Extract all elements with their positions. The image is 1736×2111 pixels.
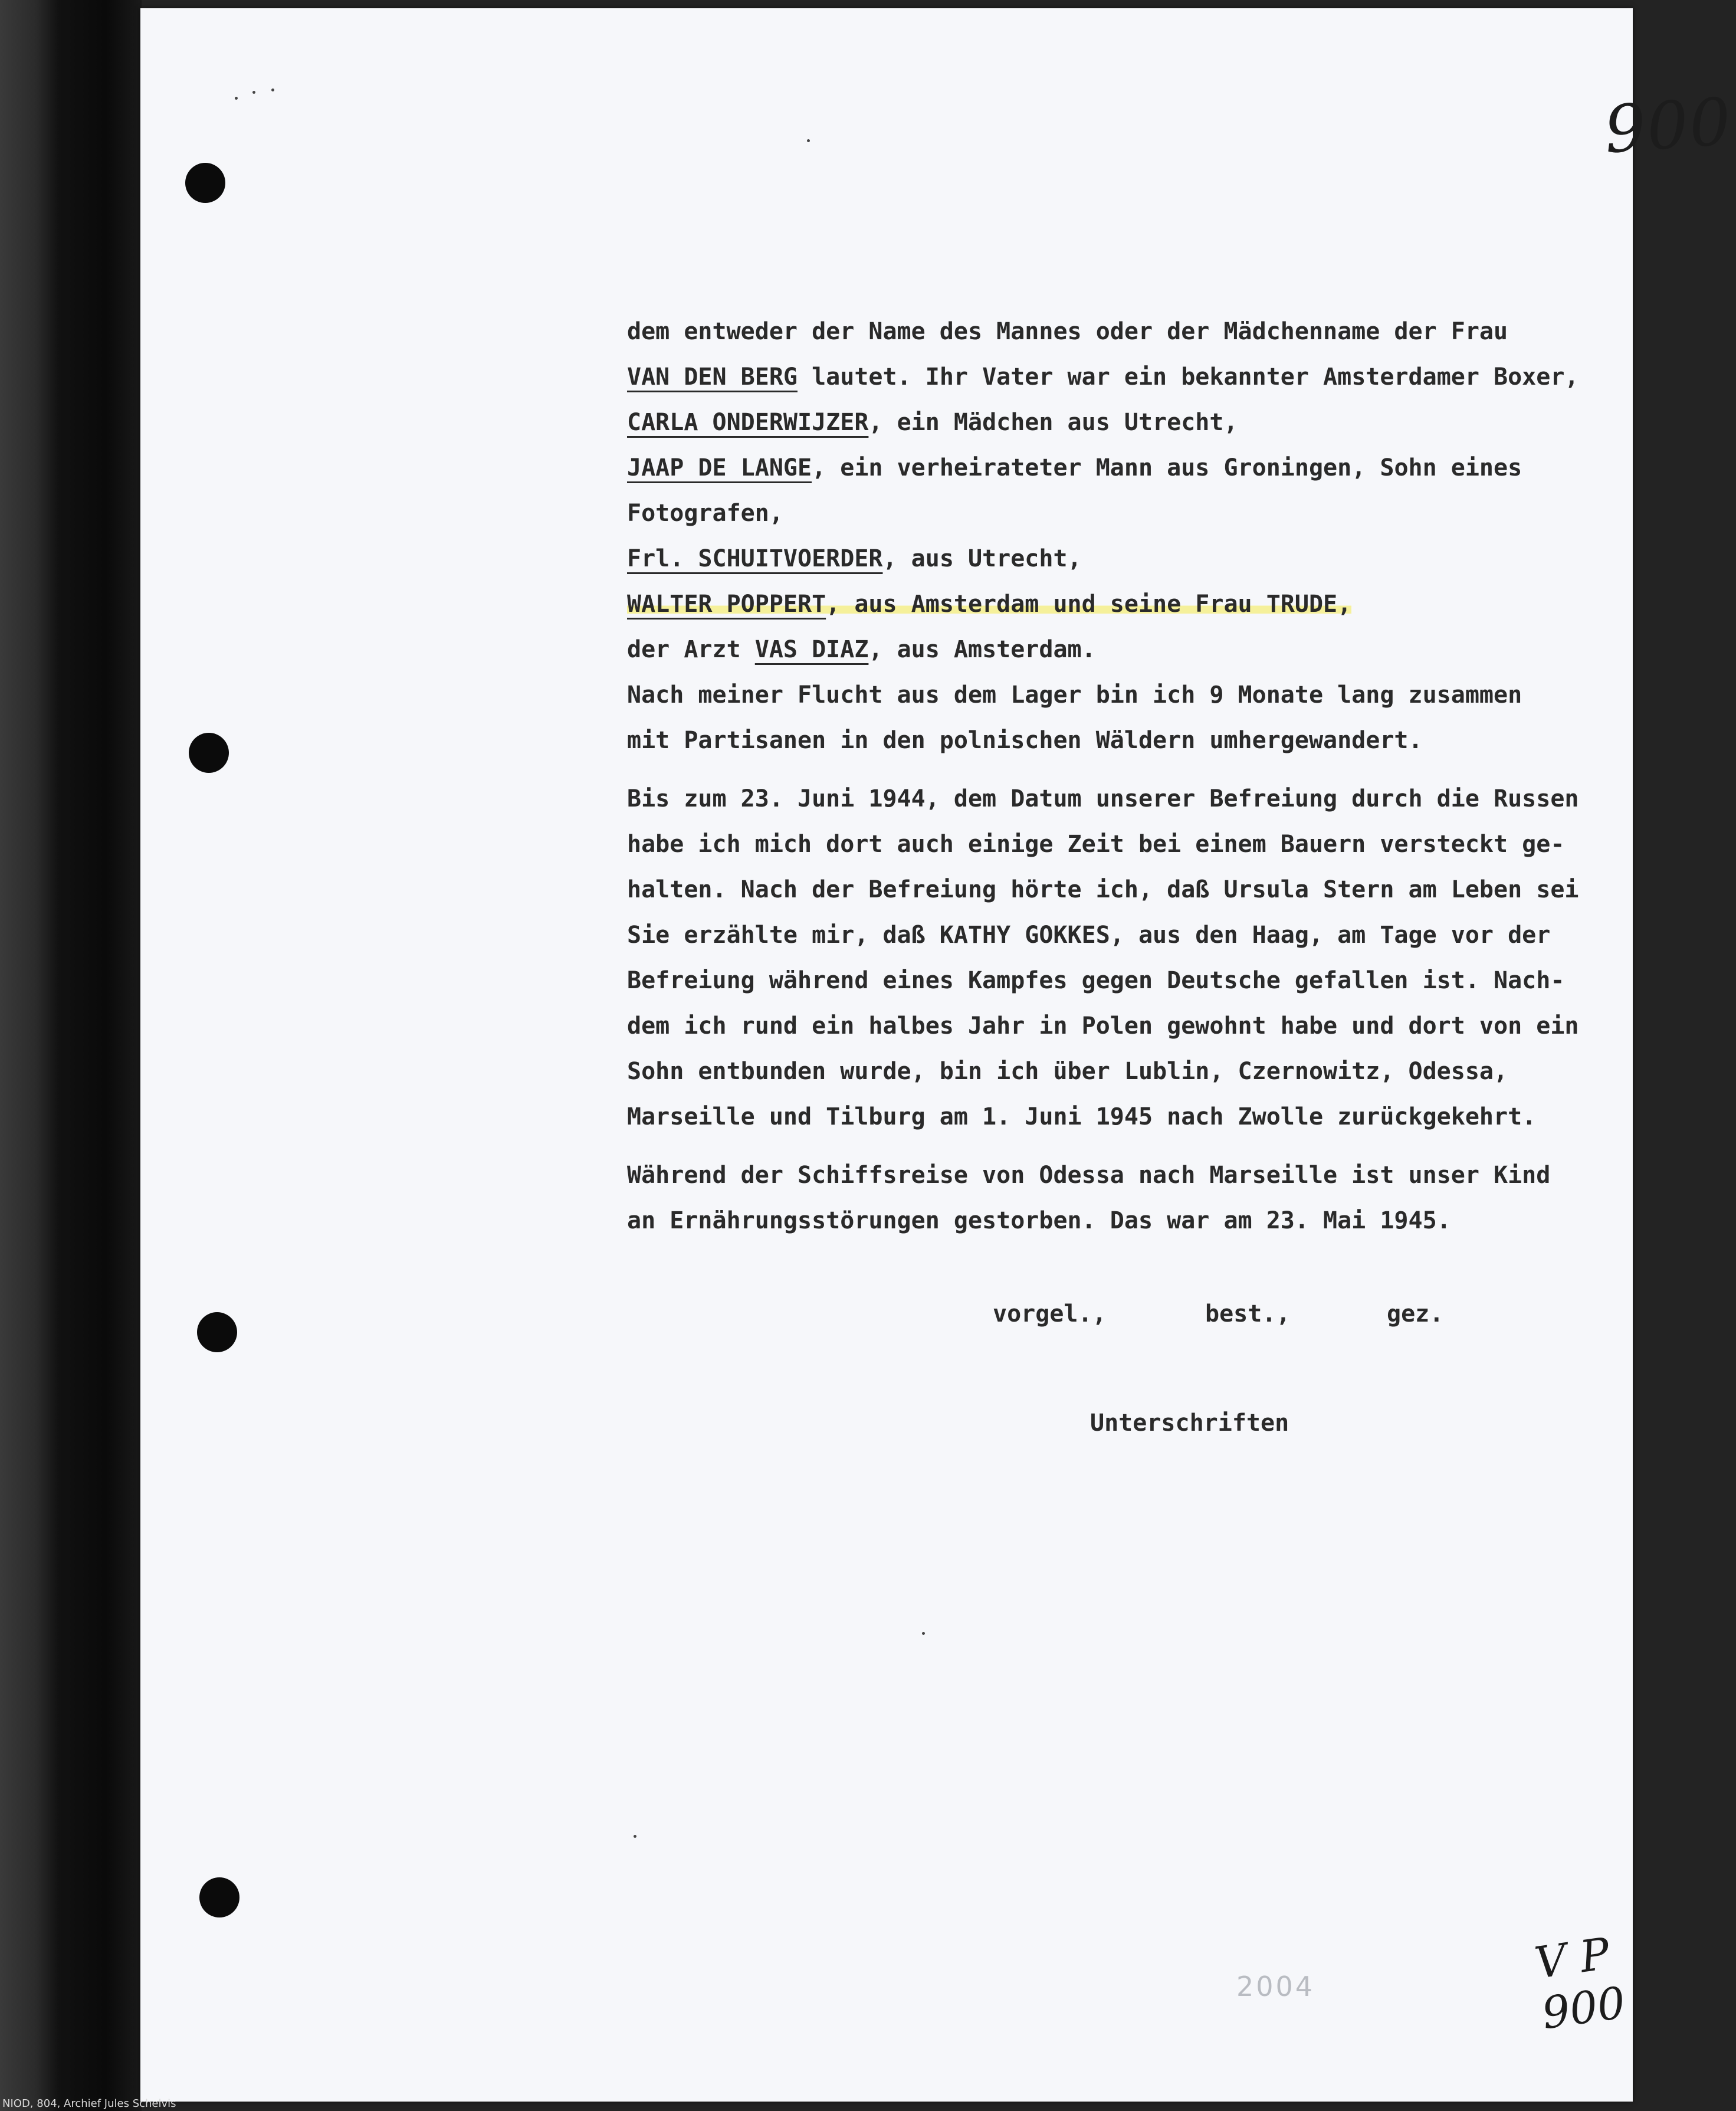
sign-gez: gez. (1387, 1300, 1444, 1327)
handwritten-page-number: 900 (1602, 83, 1735, 168)
body-line (627, 400, 1736, 445)
highlight (627, 591, 1351, 618)
body-line: dem ich rund ein halbes Jahr in Polen gewohnt habe und dort von ein (627, 1012, 1579, 1040)
sign-vorgel: vorgel., (993, 1300, 1107, 1327)
body-line: mit Partisanen in den polnischen Wäldern umhergewandert. (627, 727, 1423, 754)
body-line: Nach meiner Flucht aus dem Lager bin ich 9 Monate lang zusammen (627, 681, 1522, 709)
body-line-text: , aus Utrecht, (882, 545, 1082, 572)
body-line: Sie erzählte mir, daß KATHY GOKKES, aus den Haag, am Tage vor der (627, 922, 1551, 949)
body-line-text: der Arzt (627, 636, 741, 663)
archive-footer-caption: NIOD, 804, Archief Jules Schelvis (2, 2097, 176, 2110)
handwritten-archive-reference: V P 900 (1531, 1928, 1629, 2040)
name-jaap: JAAP DE LANGE (627, 454, 812, 481)
body-line: Befreiung während eines Kampfes gegen Deutsche gefallen ist. Nach- (627, 967, 1565, 994)
body-line-text: lautet. Ihr Vater war ein bekannter Amsterdamer Boxer, (812, 363, 1579, 391)
speck (807, 139, 810, 142)
name-walter: WALTER POPPERT (627, 591, 826, 618)
body-line: Bis zum 23. Juni 1944, dem Datum unserer Befreiung durch die Russen (627, 785, 1579, 812)
body-line: Fotografen, (627, 500, 783, 527)
name-van-den-berg: VAN DEN BERG (627, 363, 798, 391)
sign-best: best., (1205, 1300, 1291, 1327)
name-vas-diaz: VAS DIAZ (754, 636, 869, 663)
punch-hole (189, 733, 229, 773)
speck (271, 88, 274, 91)
name-carla: CARLA ONDERWIJZER (627, 409, 869, 436)
body-line: Während der Schiffsreise von Odessa nach Marseille ist unser Kind (627, 1162, 1551, 1189)
body-line-text: , ein verheirateter Mann aus Groningen, Sohn eines (812, 454, 1522, 481)
body-line-text: , aus Amsterdam. (868, 636, 1096, 663)
archive-stamp: 2004 (1236, 1971, 1315, 2002)
body-line-text: , aus Amsterdam und seine Frau TRUDE, (826, 591, 1352, 618)
body-line (627, 536, 1736, 582)
body-line: halten. Nach der Befreiung hörte ich, daß Ursula Stern am Leben sei (627, 876, 1579, 903)
document-page (140, 8, 1735, 2102)
body-line: habe ich mich dort auch einige Zeit bei einem Bauern versteckt ge- (627, 831, 1565, 858)
punch-hole (197, 1312, 237, 1352)
punch-hole (199, 1877, 239, 1917)
body-line: Marseille und Tilburg am 1. Juni 1945 nach Zwolle zurückgekehrt. (627, 1103, 1537, 1130)
speck (252, 91, 255, 94)
punch-hole (185, 163, 225, 203)
name-schuitvoerder: Frl. SCHUITVOERDER (627, 545, 883, 572)
body-line-text: , ein Mädchen aus Utrecht, (868, 409, 1238, 436)
speck (634, 1835, 636, 1838)
body-line: an Ernährungsstörungen gestorben. Das war am 23. Mai 1945. (627, 1207, 1451, 1234)
binder-strip (0, 0, 142, 2111)
body-line (627, 627, 1736, 673)
speck (235, 97, 238, 100)
typed-body (627, 309, 1736, 1244)
body-line: Sohn entbunden wurde, bin ich über Lublin, Czernowitz, Odessa, (627, 1058, 1508, 1085)
speck (922, 1632, 925, 1635)
body-line (627, 582, 1736, 627)
unterschriften-label: Unterschriften (1090, 1409, 1289, 1437)
body-line (627, 445, 1736, 491)
body-line (627, 355, 1736, 400)
body-line: dem entweder der Name des Mannes oder der Mädchenname der Frau (627, 318, 1508, 345)
